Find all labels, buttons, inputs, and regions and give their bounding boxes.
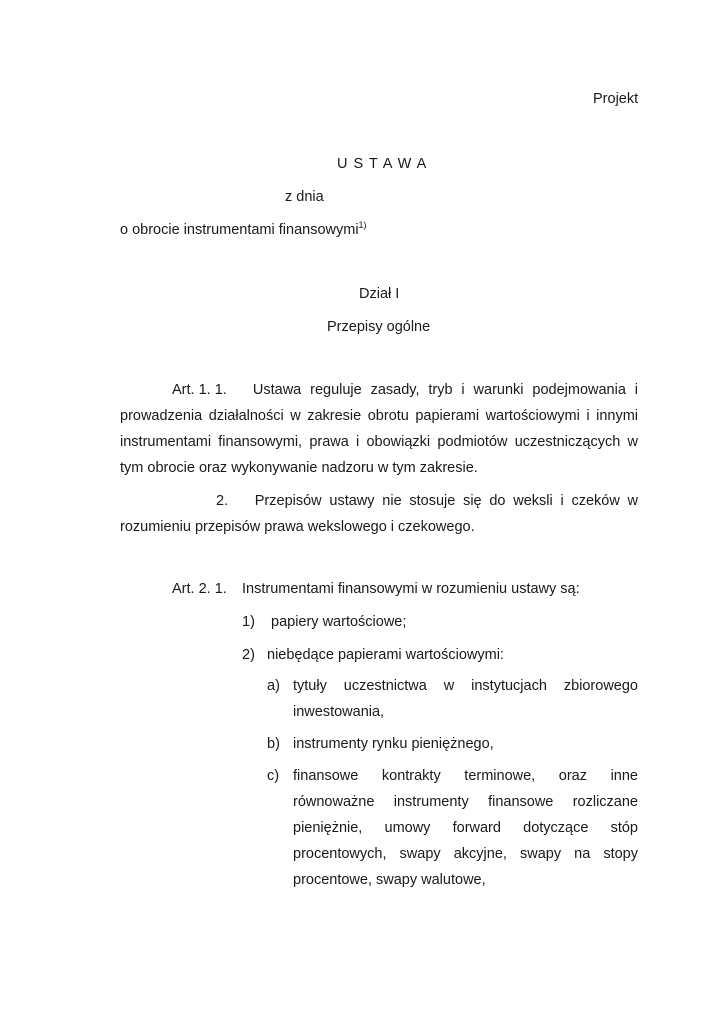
art2-item1-text: papiery wartościowe;: [271, 614, 407, 630]
projekt-label: Projekt: [593, 91, 639, 107]
subitem-c-text: finansowe kontrakty terminowe, oraz inne równoważne instrumenty finansowe rozliczane pieniężnie, umowy forward dotyczące stóp procentowych, swapy akcyjne, swapy na stopy procentowe, swapy walutowe,: [293, 768, 638, 888]
art2-item2-marker: 2): [242, 647, 255, 663]
art2-subitem-c: [267, 763, 638, 893]
subitem-b-text: instrumenty rynku pieniężnego,: [293, 736, 494, 752]
subitem-a-marker: a): [267, 678, 280, 694]
art2-subitem-b: [267, 731, 638, 757]
act-subject: [120, 221, 367, 239]
subitem-b-marker: b): [267, 736, 280, 752]
subitem-c-marker: c): [267, 768, 280, 784]
section-subheading: Przepisy ogólne: [327, 319, 431, 335]
art2-intro: Instrumentami finansowymi w rozumieniu ustawy są:: [242, 581, 580, 597]
art1-p1-text: Ustawa reguluje zasady, tryb i warunki podejmowania i prowadzenia działalności w zakresie obrotu papierami wartościowymi i innymi instrumentami finansowymi, prawa i obowiązki podmiotów uczestniczących w tym obrocie oraz wykonywanie nadzoru w tym zakresie.: [120, 382, 639, 476]
art1-p2-text: Przepisów ustawy nie stosuje się do weksli i czeków w rozumieniu przepisów prawa wekslowego i czekowego.: [120, 493, 639, 535]
subitem-a-text: tytuły uczestnictwa w instytucjach zbiorowego inwestowania,: [293, 678, 638, 720]
date-line: z dnia: [285, 189, 324, 205]
art1-paragraph2: [120, 488, 638, 540]
art2-item2-text: niebędące papierami wartościowymi:: [267, 647, 504, 663]
footnote-marker: 1): [358, 220, 367, 230]
section-heading: Dział I: [359, 286, 400, 302]
art2-item1-marker: 1): [242, 614, 255, 630]
art1-p2-number: 2.: [216, 493, 229, 509]
art1-lead: Art. 1. 1.: [172, 382, 227, 398]
art1-paragraph1: [120, 377, 638, 481]
art2-subitem-a: [267, 673, 638, 725]
art2-lead: Art. 2. 1.: [172, 581, 227, 597]
act-subject-text: o obrocie instrumentami finansowymi: [120, 222, 359, 238]
document-title: U S T A W A: [337, 156, 428, 172]
